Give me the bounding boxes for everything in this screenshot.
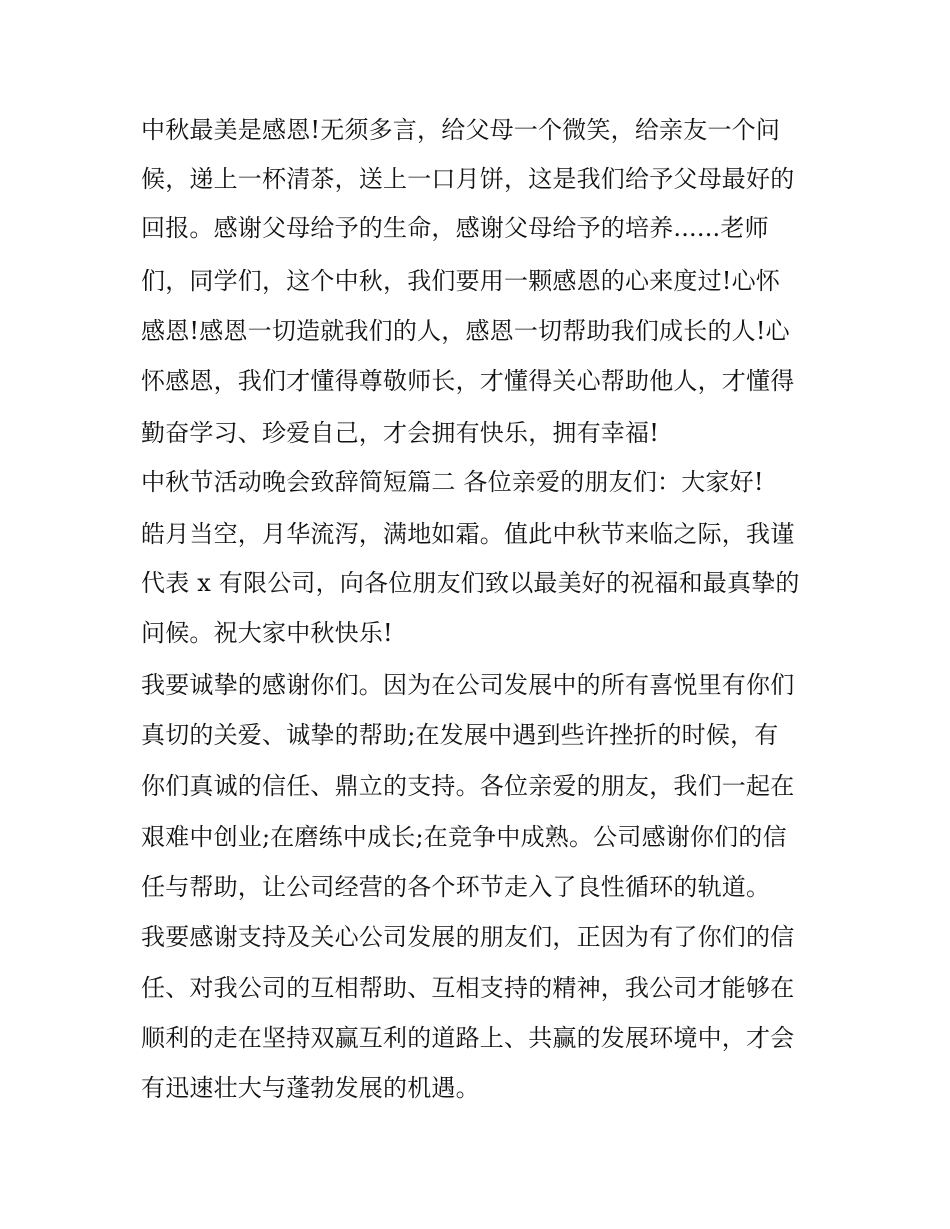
text-line: 代表 x 有限公司，向各位朋友们致以最美好的祝福和最真挚的 — [141, 569, 800, 597]
text-line: 你们真诚的信任、鼎立的支持。各位亲爱的朋友，我们一起在 — [141, 772, 795, 800]
text-line: 顺利的走在坚持双赢互利的道路上、共赢的发展环境中，才会 — [141, 1024, 795, 1052]
text-line: 我要诚挚的感谢你们。因为在公司发展中的所有喜悦里有你们 — [141, 671, 795, 699]
text-line: 皓月当空，月华流泻，满地如霜。值此中秋节来临之际，我谨 — [141, 520, 795, 548]
text-line: 任、对我公司的互相帮助、互相支持的精神，我公司才能够在 — [141, 974, 795, 1002]
text-line: 回报。感谢父母给予的生命，感谢父母给予的培养......老师 — [141, 214, 769, 242]
text-line: 们，同学们，这个中秋，我们要用一颗感恩的心来度过!心怀 — [141, 267, 781, 295]
text-line: 候，递上一杯清茶，送上一口月饼，这是我们给予父母最好的 — [141, 165, 795, 193]
section-heading: 中秋节活动晚会致辞简短篇二 各位亲爱的朋友们：大家好! — [141, 468, 764, 496]
text-line: 我要感谢支持及关心公司发展的朋友们，正因为有了你们的信 — [141, 923, 795, 951]
text-line: 艰难中创业;在磨练中成长;在竞争中成熟。公司感谢你们的信 — [141, 823, 787, 851]
text-line: 问候。祝大家中秋快乐! — [141, 619, 393, 647]
text-line: 有迅速壮大与蓬勃发展的机遇。 — [141, 1074, 480, 1102]
text-line: 怀感恩，我们才懂得尊敬师长，才懂得关心帮助他人，才懂得 — [141, 367, 795, 395]
text-line: 中秋最美是感恩!无须多言，给父母一个微笑，给亲友一个问 — [141, 116, 781, 144]
text-line: 任与帮助，让公司经营的各个环节走入了良性循环的轨道。 — [141, 873, 771, 901]
text-line: 勤奋学习、珍爱自己，才会拥有快乐，拥有幸福! — [141, 419, 660, 447]
text-line: 感恩!感恩一切造就我们的人，感恩一切帮助我们成长的人!心 — [141, 317, 790, 345]
text-line: 真切的关爱、诚挚的帮助;在发展中遇到些许挫折的时候，有 — [141, 721, 779, 749]
